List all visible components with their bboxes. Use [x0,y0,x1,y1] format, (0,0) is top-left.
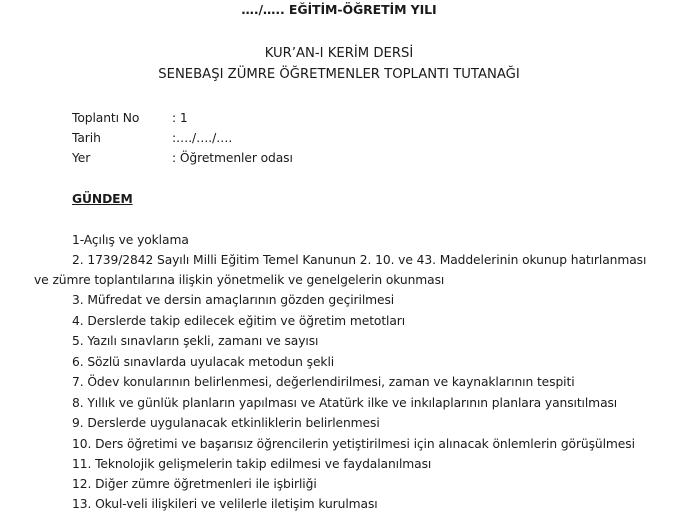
agenda-item: 6. Sözlü sınavlarda uyulacak metodun şekli [72,355,335,369]
location-label: Yer [72,151,91,165]
location-value: : Öğretmenler odası [172,151,293,165]
agenda-item: 3. Müfredat ve dersin amaçlarının gözden geçirilmesi [72,293,395,307]
meeting-no-value: : 1 [172,111,188,125]
agenda-item: 10. Ders öğretimi ve başarısız öğrencilerin yetiştirilmesi için alınacak önlemlerin görüşülmesi [72,437,635,451]
agenda-item: 1-Açılış ve yoklama [72,233,189,247]
agenda-item: 13. Okul-veli ilişkileri ve velilerle iletişim kurulması [72,497,378,511]
agenda-item: 11. Teknolojik gelişmelerin takip edilmesi ve faydalanılması [72,457,432,471]
date-label: Tarih [72,131,101,145]
agenda-item: 2. 1739/2842 Sayılı Milli Eğitim Temel Kanunun 2. 10. ve 43. Maddelerinin okunup hatırlanması [72,253,647,267]
agenda-item: 8. Yıllık ve günlük planların yapılması ve Atatürk ilke ve inkılaplarının planlara yansıtılması [72,396,618,410]
date-value: :…./…./…. [172,131,233,145]
agenda-item: 7. Ödev konularının belirlenmesi, değerlendirilmesi, zaman ve kaynaklarının tespiti [72,375,575,389]
academic-year-title: …./….. EĞİTİM-ÖĞRETİM YILI [241,2,437,17]
agenda-item: 4. Derslerde takip edilecek eğitim ve öğretim metotları [72,314,406,328]
agenda-item: 5. Yazılı sınavların şekli, zamanı ve sayısı [72,334,319,348]
agenda-item: 12. Diğer zümre öğretmenleri ile işbirliği [72,477,317,491]
agenda-heading: GÜNDEM [72,192,133,206]
meeting-title: SENEBAŞI ZÜMRE ÖĞRETMENLER TOPLANTI TUTANAĞI [158,67,520,82]
meeting-no-label: Toplantı No [72,111,140,125]
course-title: KUR’AN-I KERİM DERSİ [264,46,414,61]
agenda-item: 9. Derslerde uygulanacak etkinliklerin belirlenmesi [72,416,380,430]
agenda-item-continuation: ve zümre toplantılarına ilişkin yönetmelik ve genelgelerin okunması [34,273,445,287]
